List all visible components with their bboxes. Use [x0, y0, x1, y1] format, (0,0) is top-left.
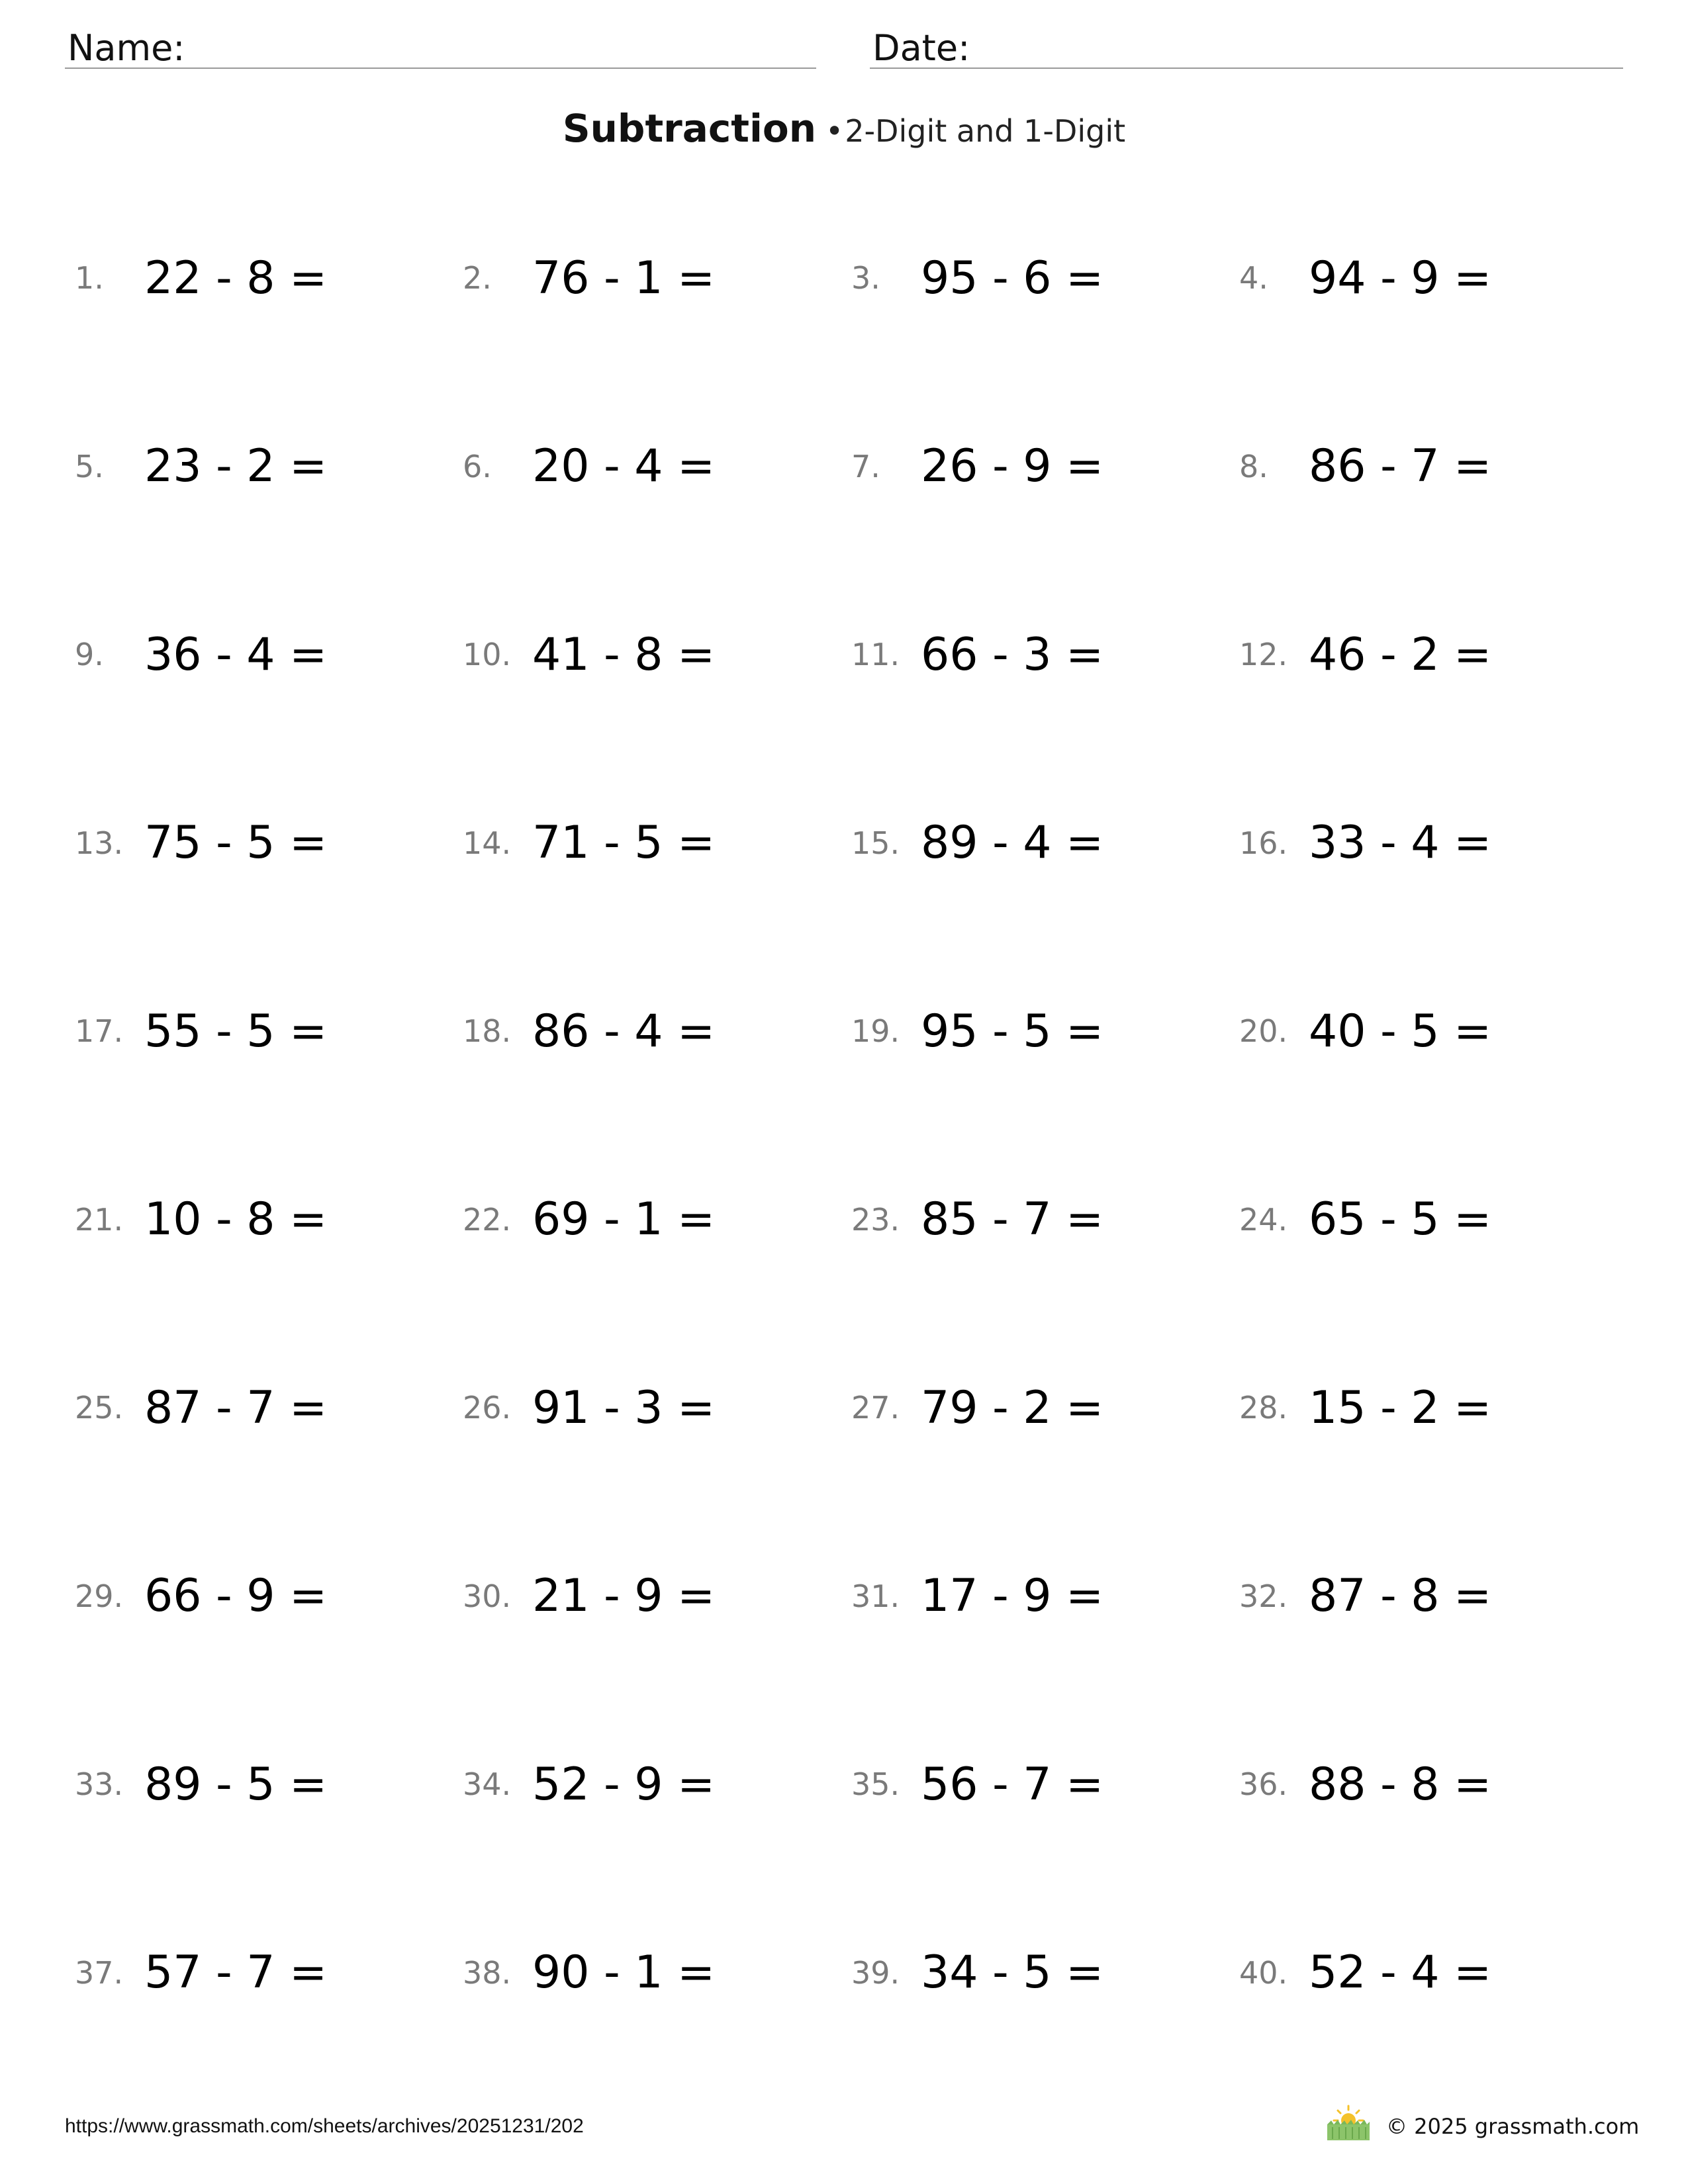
problem-row	[0, 794, 1688, 906]
problem-expression: 86 - 4 =	[532, 1005, 716, 1058]
problem-item	[75, 1358, 445, 1457]
problem-row	[0, 1923, 1688, 2036]
problem-item	[75, 794, 445, 893]
date-label: Date:	[872, 27, 970, 69]
problem-number: 30.	[463, 1578, 512, 1614]
problem-item	[75, 1735, 445, 1834]
problem-number: 38.	[463, 1954, 512, 1991]
problem-number: 3.	[851, 260, 880, 296]
problem-item	[463, 228, 833, 328]
footer-url: https://www.grassmath.com/sheets/archives/20251231/202	[65, 2115, 584, 2137]
problem-expression: 85 - 7 =	[921, 1193, 1104, 1246]
problem-number: 12.	[1239, 637, 1288, 672]
problem-expression: 87 - 7 =	[144, 1381, 328, 1434]
problem-item	[463, 1547, 833, 1646]
problem-item	[1239, 228, 1610, 328]
problem-item	[851, 228, 1222, 328]
problem-number: 13.	[75, 825, 124, 861]
footer-copyright: © 2025 grassmath.com	[1386, 2114, 1640, 2139]
problem-item	[463, 981, 833, 1081]
problem-number: 22.	[463, 1201, 512, 1238]
problem-item	[463, 1923, 833, 2023]
problem-row	[0, 1358, 1688, 1471]
problem-row	[0, 605, 1688, 717]
problem-expression: 17 - 9 =	[921, 1570, 1104, 1622]
problem-item	[851, 1547, 1222, 1646]
problem-expression: 89 - 4 =	[921, 817, 1104, 869]
problem-number: 5.	[75, 448, 104, 484]
problem-number: 14.	[463, 825, 512, 861]
problem-row	[0, 1547, 1688, 1659]
date-field[interactable]	[870, 24, 1623, 69]
problem-row	[0, 228, 1688, 341]
problem-number: 10.	[463, 637, 512, 672]
problem-expression: 79 - 2 =	[921, 1381, 1104, 1434]
problem-item	[1239, 1547, 1610, 1646]
problem-number: 25.	[75, 1390, 124, 1426]
problem-expression: 26 - 9 =	[921, 440, 1104, 492]
problem-expression: 89 - 5 =	[144, 1758, 328, 1811]
problem-item	[851, 794, 1222, 893]
problem-expression: 65 - 5 =	[1309, 1193, 1492, 1246]
problem-expression: 91 - 3 =	[532, 1381, 716, 1434]
problem-number: 35.	[851, 1766, 900, 1802]
problem-number: 28.	[1239, 1390, 1288, 1426]
problem-item	[75, 1547, 445, 1646]
problem-number: 23.	[851, 1201, 900, 1238]
title-subtitle: 2-Digit and 1-Digit	[845, 113, 1126, 149]
problem-item	[851, 981, 1222, 1081]
problem-expression: 22 - 8 =	[144, 251, 328, 304]
problem-number: 29.	[75, 1578, 124, 1614]
problem-item	[463, 1358, 833, 1457]
problem-item	[75, 1170, 445, 1269]
problem-item	[75, 1923, 445, 2023]
problem-item	[851, 417, 1222, 516]
worksheet-title	[0, 106, 1688, 151]
problem-item	[463, 417, 833, 516]
problem-number: 36.	[1239, 1766, 1288, 1802]
problem-number: 15.	[851, 825, 900, 861]
problem-number: 8.	[1239, 448, 1268, 484]
problem-number: 20.	[1239, 1013, 1288, 1049]
problem-item	[1239, 605, 1610, 704]
problem-number: 39.	[851, 1954, 900, 1991]
problem-item	[1239, 1923, 1610, 2023]
problem-number: 9.	[75, 637, 104, 672]
problem-expression: 40 - 5 =	[1309, 1005, 1492, 1058]
problem-expression: 90 - 1 =	[532, 1946, 716, 1999]
title-separator: •	[825, 113, 844, 149]
problem-number: 34.	[463, 1766, 512, 1802]
problem-item	[1239, 1170, 1610, 1269]
problem-expression: 95 - 6 =	[921, 251, 1104, 304]
problems-grid	[0, 228, 1688, 2115]
problem-expression: 56 - 7 =	[921, 1758, 1104, 1811]
problem-item	[463, 605, 833, 704]
problem-number: 6.	[463, 448, 492, 484]
problem-expression: 57 - 7 =	[144, 1946, 328, 1999]
problem-item	[1239, 417, 1610, 516]
problem-expression: 66 - 9 =	[144, 1570, 328, 1622]
problem-expression: 94 - 9 =	[1309, 251, 1492, 304]
problem-expression: 20 - 4 =	[532, 440, 716, 492]
name-field[interactable]	[65, 24, 816, 69]
problem-item	[1239, 794, 1610, 893]
problem-expression: 36 - 4 =	[144, 628, 328, 681]
problem-item	[463, 1170, 833, 1269]
problem-item	[75, 981, 445, 1081]
problem-number: 21.	[75, 1201, 124, 1238]
problem-expression: 88 - 8 =	[1309, 1758, 1492, 1811]
problem-expression: 33 - 4 =	[1309, 817, 1492, 869]
problem-expression: 76 - 1 =	[532, 251, 716, 304]
problem-item	[851, 1358, 1222, 1457]
problem-number: 11.	[851, 637, 900, 672]
problem-expression: 46 - 2 =	[1309, 628, 1492, 681]
problem-number: 31.	[851, 1578, 900, 1614]
problem-row	[0, 417, 1688, 529]
name-label: Name:	[68, 27, 185, 69]
problem-number: 37.	[75, 1954, 124, 1991]
problem-number: 40.	[1239, 1954, 1288, 1991]
problem-item	[851, 1170, 1222, 1269]
problem-item	[851, 605, 1222, 704]
problem-number: 26.	[463, 1390, 512, 1426]
problem-expression: 87 - 8 =	[1309, 1570, 1492, 1622]
problem-expression: 86 - 7 =	[1309, 440, 1492, 492]
problem-number: 16.	[1239, 825, 1288, 861]
problem-expression: 21 - 9 =	[532, 1570, 716, 1622]
problem-number: 24.	[1239, 1201, 1288, 1238]
title-main: Subtraction	[562, 106, 817, 151]
problem-item	[1239, 1358, 1610, 1457]
problem-item	[75, 417, 445, 516]
problem-item	[1239, 1735, 1610, 1834]
problem-number: 18.	[463, 1013, 512, 1049]
problem-number: 17.	[75, 1013, 124, 1049]
problem-expression: 15 - 2 =	[1309, 1381, 1492, 1434]
problem-expression: 23 - 2 =	[144, 440, 328, 492]
problem-item	[851, 1735, 1222, 1834]
problem-number: 19.	[851, 1013, 900, 1049]
problem-item	[75, 605, 445, 704]
problem-number: 27.	[851, 1390, 900, 1426]
problem-row	[0, 1735, 1688, 1847]
problem-item	[463, 1735, 833, 1834]
problem-item	[851, 1923, 1222, 2023]
problem-expression: 66 - 3 =	[921, 628, 1104, 681]
problem-item	[75, 228, 445, 328]
problem-number: 1.	[75, 260, 104, 296]
problem-expression: 71 - 5 =	[532, 817, 716, 869]
problem-number: 4.	[1239, 260, 1268, 296]
problem-expression: 41 - 8 =	[532, 628, 716, 681]
problem-number: 7.	[851, 448, 880, 484]
problem-expression: 69 - 1 =	[532, 1193, 716, 1246]
problem-expression: 34 - 5 =	[921, 1946, 1104, 1999]
problem-expression: 55 - 5 =	[144, 1005, 328, 1058]
problem-item	[1239, 981, 1610, 1081]
problem-expression: 52 - 4 =	[1309, 1946, 1492, 1999]
problem-row	[0, 1170, 1688, 1283]
sun-over-grass-icon	[1326, 2103, 1371, 2142]
problem-item	[463, 794, 833, 893]
problem-row	[0, 981, 1688, 1094]
problem-expression: 10 - 8 =	[144, 1193, 328, 1246]
problem-number: 2.	[463, 260, 492, 296]
problem-expression: 95 - 5 =	[921, 1005, 1104, 1058]
problem-expression: 75 - 5 =	[144, 817, 328, 869]
problem-number: 32.	[1239, 1578, 1288, 1614]
problem-number: 33.	[75, 1766, 124, 1802]
problem-expression: 52 - 9 =	[532, 1758, 716, 1811]
